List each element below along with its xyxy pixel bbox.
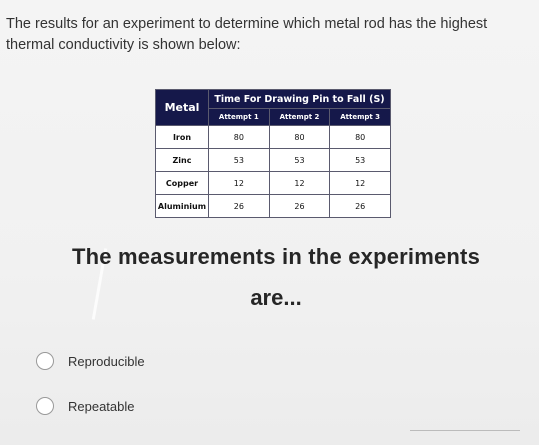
table-cell: 12 (330, 172, 391, 195)
table-row (156, 172, 391, 195)
radio-button[interactable] (36, 397, 54, 415)
table-cell: 80 (269, 126, 330, 149)
attempt-3-header: Attempt 3 (330, 109, 391, 126)
time-header: Time For Drawing Pin to Fall (S) (209, 90, 391, 109)
option-label: Repeatable (68, 398, 135, 414)
table-cell: 12 (269, 172, 330, 195)
metal-cell: Iron (156, 126, 209, 149)
table-cell: 12 (209, 172, 270, 195)
metal-cell: Zinc (156, 149, 209, 172)
table-cell: 53 (209, 149, 270, 172)
table-cell: 80 (330, 126, 391, 149)
question-text: The measurements in the experiments (71, 244, 481, 269)
metal-cell: Aluminium (156, 195, 209, 218)
table-cell: 26 (269, 195, 330, 218)
table-cell: 26 (330, 195, 391, 218)
metal-cell: Copper (156, 172, 209, 195)
option-repeatable[interactable] (36, 393, 135, 419)
table-row (156, 126, 391, 149)
table-cell: 53 (269, 149, 330, 172)
option-label: Reproducible (68, 353, 145, 369)
question-intro: The results for an experiment to determine which metal rod has the highest thermal conductivity is shown below: (6, 16, 488, 53)
metal-header: Metal (156, 90, 209, 126)
results-table (155, 89, 391, 214)
divider (410, 430, 520, 431)
question-text-continued: are... (250, 285, 302, 310)
table-row (156, 195, 391, 218)
table-cell: 80 (209, 126, 270, 149)
attempt-2-header: Attempt 2 (269, 109, 330, 126)
table-cell: 26 (209, 195, 270, 218)
attempt-1-header: Attempt 1 (209, 109, 270, 126)
option-reproducible[interactable] (36, 348, 145, 374)
table-row (156, 149, 391, 172)
table-cell: 53 (330, 149, 391, 172)
radio-button[interactable] (36, 352, 54, 370)
